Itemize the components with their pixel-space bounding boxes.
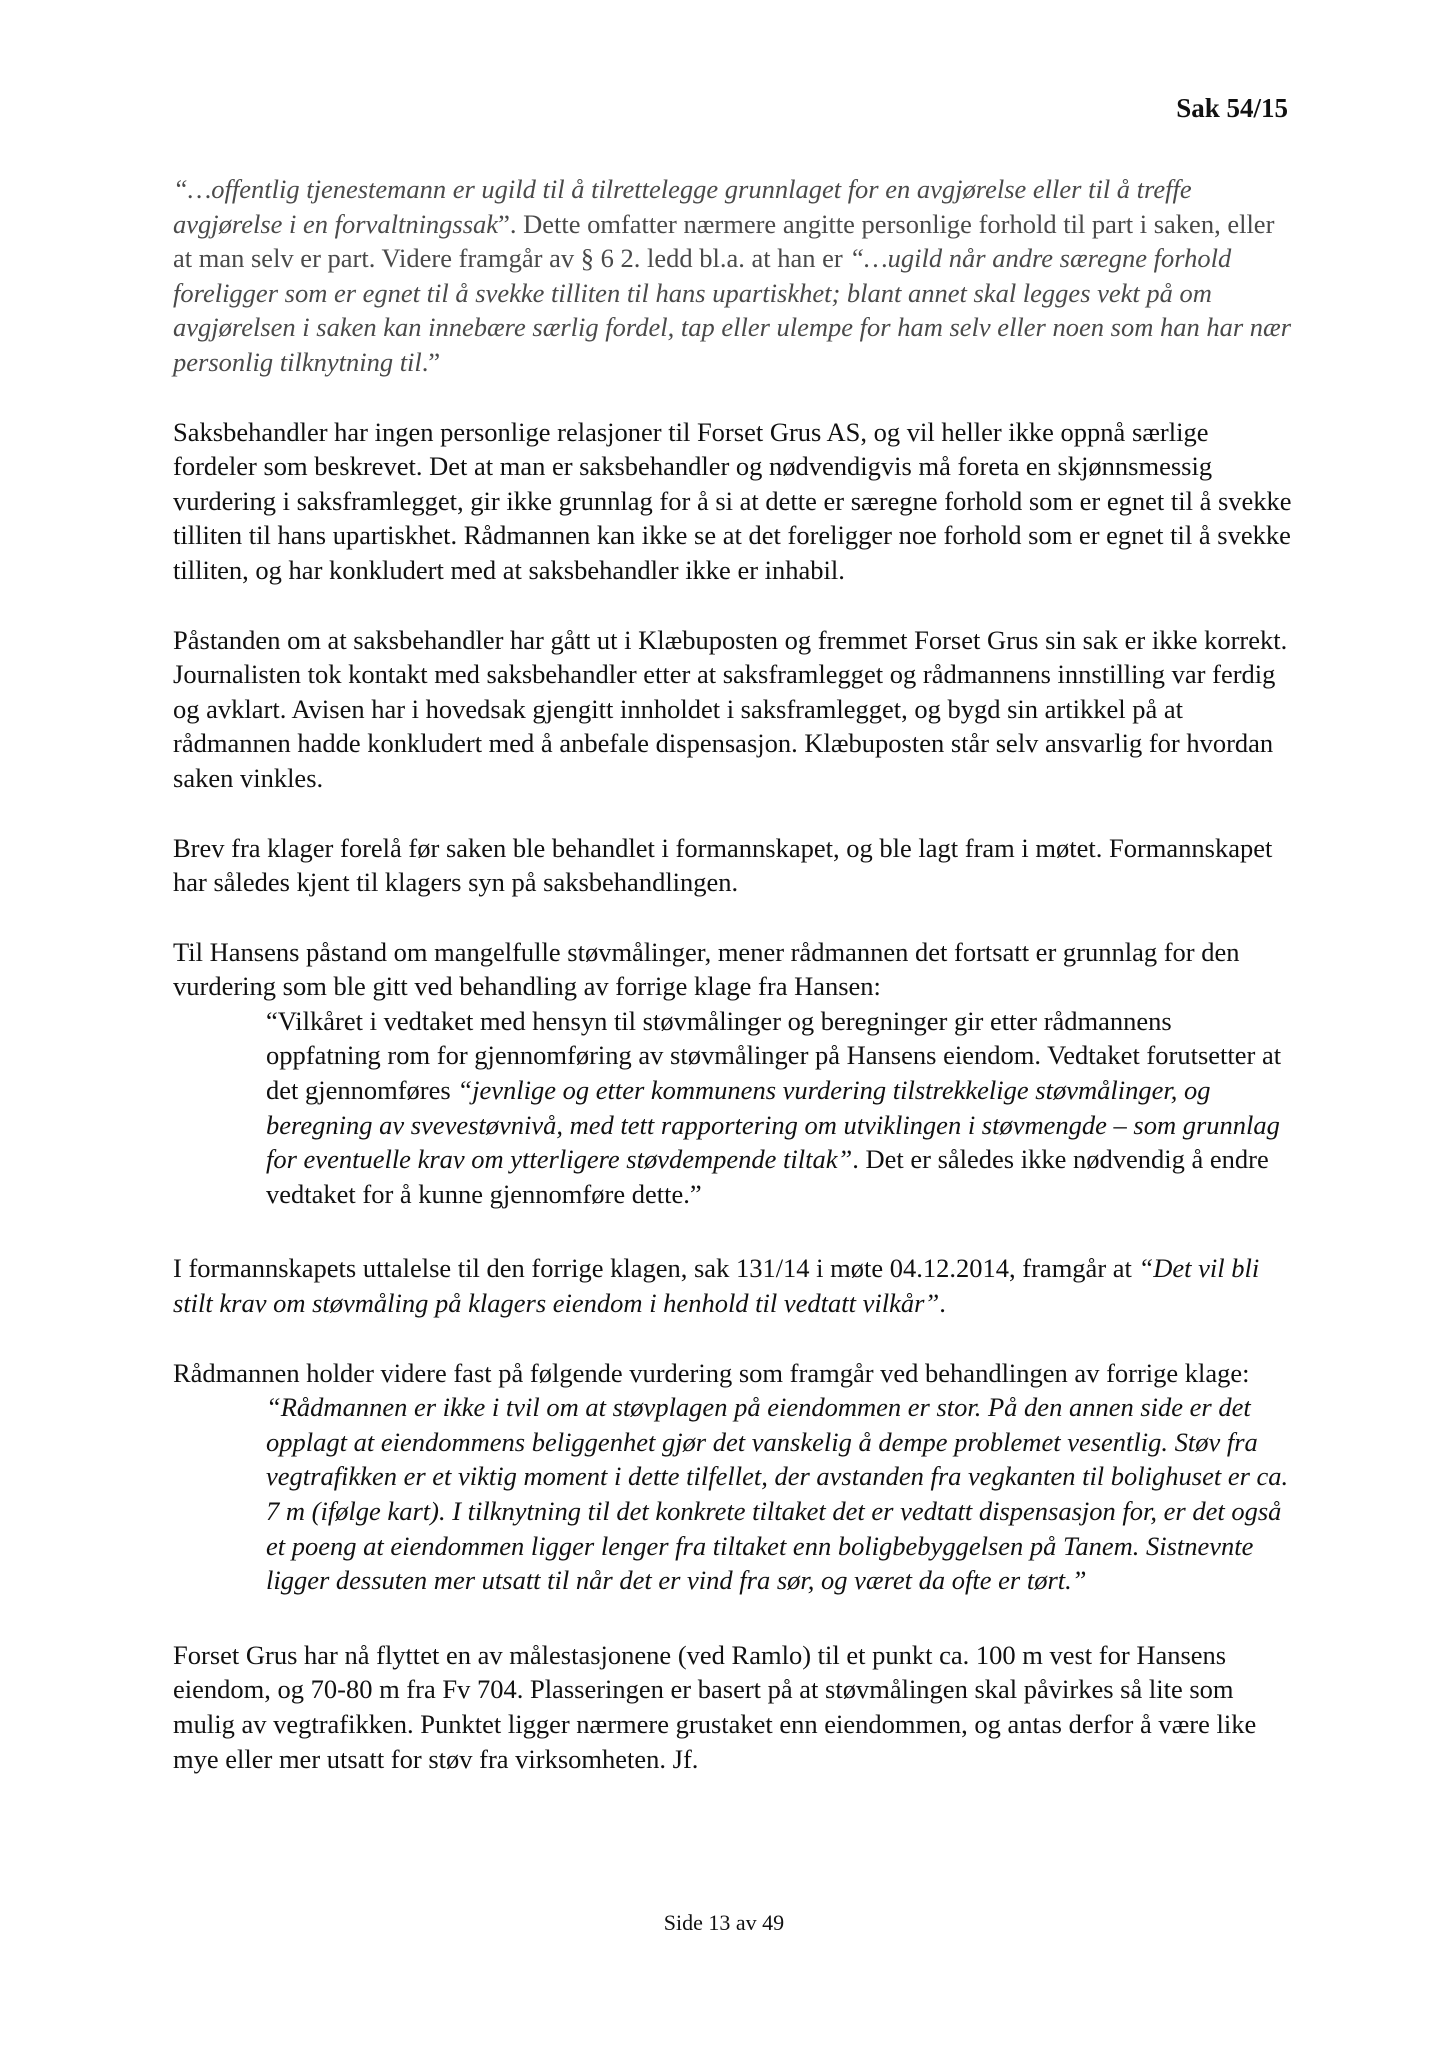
paragraph-brev-fra-klager: Brev fra klager forelå før saken ble behandlet i formannskapet, og ble lagt fram i møtet. Formannskapet har således kjent til klagers syn på saksbehandlingen. [173, 832, 1273, 898]
quote-end: . Det er således ikke nødvendig å endre vedtaket for å kunne gjennomføre dette.” [266, 1144, 1269, 1209]
quote-italic: “jevnlige og etter kommunens vurdering tilstrekkelige støvmålinger, og beregning av svevestøvnivå, med tett rapportering om utviklingen i støvmengde – som grunnlag for eventuelle krav om ytterligere støvdempende tiltak” [266, 1075, 1280, 1175]
page-number: Side 13 av 49 [663, 1910, 785, 1935]
section-radmannen-vurdering [173, 1356, 1293, 1598]
quote-text: ”. Dette omfatter nærmere angitte personlige forhold til part i saken, eller at man selv er part. Videre framgår av § 6 2. ledd bl.a. at han er [173, 208, 1275, 274]
paragraph-formannskapet [173, 1251, 1293, 1320]
case-reference: Sak 54/15 [1176, 93, 1288, 123]
text-end: . [939, 1288, 946, 1319]
paragraph-hansens-pastand: Til Hansens påstand om mangelfulle støvmålinger, mener rådmannen det fortsatt er grunnlag for den vurdering som ble gitt ved behandling av forrige klage fra Hansen: [173, 936, 1240, 1002]
paragraph-legal-quote [173, 172, 1293, 380]
text: I formannskapets uttalelse til den forrige klagen, sak 131/14 i møte 04.12.2014, framgår at [173, 1253, 1139, 1284]
paragraph-saksbehandler: Saksbehandler har ingen personlige relasjoner til Forset Grus AS, og vil heller ikke oppnå særlige fordeler som beskrevet. Det at man er saksbehandler og nødvendigvis må foreta en skjønnsmessig vurdering i saksframlegget, gir ikke grunnlag for å si at dette er særegne forhold som er egnet til å svekke tilliten til hans upartiskhet. Rådmannen kan ikke se at det foreligger noe forhold som er egnet til å svekke tilliten, og har konkludert med at saksbehandler ikke er inhabil. [173, 416, 1292, 585]
quote-text: “Vilkåret i vedtaket med hensyn til støvmålinger og beregninger gir etter rådmannens oppfatning rom for gjennomføring av støvmålinger på Hansens eiendom. Vedtaket forutsetter at det gjennomføres [266, 1005, 1282, 1106]
paragraph-klaebuposten: Påstanden om at saksbehandler har gått ut i Klæbuposten og fremmet Forset Grus sin sak er ikke korrekt. Journalisten tok kontakt med saksbehandler etter at saksframlegget og rådmannens innstilling var ferdig og avklart. Avisen har i hovedsak gjengitt innholdet i saksframlegget, og bygd sin artikkel på at rådmannen hadde konkludert med å anbefale dispensasjon. Klæbuposten står selv ansvarlig for hvordan saken vinkles. [173, 624, 1288, 793]
quote-ugild: “…ugild når andre særegne forhold foreligger som er egnet til å svekke tilliten til hans upartiskhet; blant annet skal legges vekt på om avgjørelsen i saken kan innebære særlig fordel, tap eller ulempe for ham selv eller noen som han har nær personlig tilknytning til [173, 243, 1292, 377]
paragraph-forset-grus: Forset Grus har nå flyttet en av målestasjonene (ved Ramlo) til et punkt ca. 100 m vest for Hansens eiendom, og 70-80 m fra Fv 704. Plasseringen er basert på at støvmålingen skal påvirkes så lite som mulig av vegtrafikken. Punktet ligger nærmere grustaket enn eiendommen, og antas derfor å være like mye eller mer utsatt for støv fra virksomheten. Jf. [173, 1639, 1257, 1774]
paragraph-radmannen-holder: Rådmannen holder videre fast på følgende vurdering som framgår ved behandlingen av forrige klage: [173, 1357, 1250, 1388]
section-stovmalinger [173, 935, 1293, 1212]
block-quote-stovplagen [266, 1390, 1293, 1598]
quote-italic: “Rådmannen er ikke i tvil om at støvplagen på eiendommen er stor. På den annen side er det opplagt at eiendommens beliggenhet gjør det vanskelig å dempe problemet vesentlig. Støv fra vegtrafikken er et viktig moment i dette tilfellet, der avstanden fra vegkanten til bolighuset er ca. 7 m (ifølge kart). I tilknytning til det konkrete tiltaket det er vedtatt dispensasjon for, er det også et poeng at eiendommen ligger lenger fra tiltaket enn boligbebyggelsen på Tanem. Sistnevnte ligger dessuten mer utsatt til når det er vind fra sør, og været da ofte er tørt.” [266, 1392, 1289, 1596]
quote-end: .” [421, 346, 441, 377]
quote-italic: “Det vil bli stilt krav om støvmåling på klagers eiendom i henhold til vedtatt vilkår” [173, 1253, 1260, 1319]
block-quote-vilkaret [266, 1004, 1293, 1212]
quote-fvl-6: “…offentlig tjenestemann er ugild til å tilrettelegge grunnlaget for en avgjørelse eller til å treffe avgjørelse i en forvaltningssak [173, 174, 1192, 239]
document-body [173, 172, 1293, 1811]
